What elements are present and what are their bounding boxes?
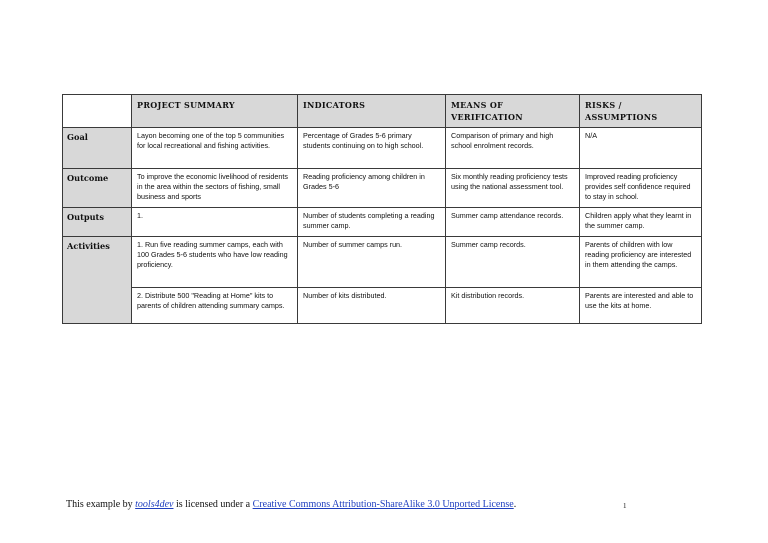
header-means-of-verification: MEANS OF VERIFICATION (446, 95, 580, 128)
table-row (63, 236, 702, 287)
header-risks-assumptions: RISKS / ASSUMPTIONS (580, 95, 702, 128)
row-label-outcome: Outcome (63, 169, 132, 208)
header-indicators: INDICATORS (298, 95, 446, 128)
footer-suffix: . (513, 499, 517, 510)
activity-1-indicators-cell: Number of summer camps run. (298, 236, 446, 287)
footer-middle: is licensed under a (173, 499, 253, 510)
table-row (63, 128, 702, 169)
activity-2-summary-cell: 2. Distribute 500 "Reading at Home" kits to parents of children attending summary camps. (132, 287, 298, 323)
page-number: 1 (623, 502, 627, 510)
table-row (63, 207, 702, 236)
row-label-goal: Goal (63, 128, 132, 169)
table-row (63, 287, 702, 323)
goal-summary-cell: Layon becoming one of the top 5 communities for local recreational and fishing activities. (132, 128, 298, 169)
corner-cell (63, 95, 132, 128)
outcome-risks-cell: Improved reading proficiency provides self confidence required to stay in school. (580, 169, 702, 208)
activity-1-risks-cell: Parents of children with low reading proficiency are interested in them attending the camps. (580, 236, 702, 287)
activity-2-verification-cell: Kit distribution records. (446, 287, 580, 323)
outcome-verification-cell: Six monthly reading proficiency tests using the national assessment tool. (446, 169, 580, 208)
outputs-risks-cell: Children apply what they learnt in the summer camp. (580, 207, 702, 236)
goal-risks-cell: N/A (580, 128, 702, 169)
footer-prefix: This example by (66, 499, 136, 510)
row-label-activities: Activities (63, 236, 132, 323)
activity-2-risks-cell: Parents are interested and able to use the kits at home. (580, 287, 702, 323)
row-label-outputs: Outputs (63, 207, 132, 236)
outputs-indicators-cell: Number of students completing a reading summer camp. (298, 207, 446, 236)
table-row (63, 169, 702, 208)
activity-1-verification-cell: Summer camp records. (446, 236, 580, 287)
activity-2-indicators-cell: Number of kits distributed. (298, 287, 446, 323)
header-project-summary: PROJECT SUMMARY (132, 95, 298, 128)
license-footer (66, 499, 516, 510)
goal-indicators-cell: Percentage of Grades 5-6 primary students continuing on to high school. (298, 128, 446, 169)
logframe-table (62, 94, 702, 324)
activity-1-summary-cell: 1. Run five reading summer camps, each with 100 Grades 5-6 students who have low reading proficiency. (132, 236, 298, 287)
tools4dev-link[interactable]: tools4dev (135, 499, 174, 510)
outputs-summary-cell: 1. (132, 207, 298, 236)
outputs-verification-cell: Summer camp attendance records. (446, 207, 580, 236)
goal-verification-cell: Comparison of primary and high school enrolment records. (446, 128, 580, 169)
outcome-summary-cell: To improve the economic livelihood of residents in the area within the sectors of fishing, small business and sports (132, 169, 298, 208)
outcome-indicators-cell: Reading proficiency among children in Grades 5-6 (298, 169, 446, 208)
license-link[interactable]: Creative Commons Attribution-ShareAlike 3.0 Unported License (252, 499, 514, 510)
header-row (63, 95, 702, 128)
